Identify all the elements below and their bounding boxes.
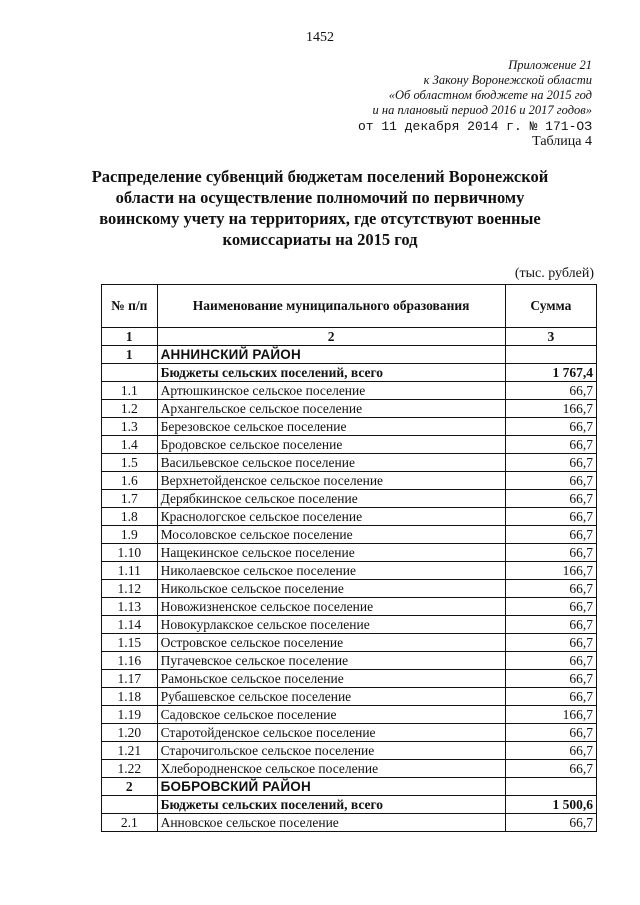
settlement-name: Верхнетойденское сельское поселение	[157, 472, 505, 490]
row-number: 1.7	[102, 490, 158, 508]
row-number: 1.2	[102, 400, 158, 418]
row-sum: 66,7	[505, 508, 596, 526]
settlement-name: Старотойденское сельское поселение	[157, 724, 505, 742]
header-name: Наименование муниципального образования	[157, 285, 505, 328]
row-number: 1.8	[102, 508, 158, 526]
row-number: 2.1	[102, 814, 158, 832]
settlement-name: Бродовское сельское поселение	[157, 436, 505, 454]
header-sum: Сумма	[505, 285, 596, 328]
units-label: (тыс. рублей)	[514, 266, 594, 281]
row-sum: 66,7	[505, 634, 596, 652]
document-title: Распределение субвенций бюджетам поселений Воронежской области на осуществление полномочий по первичному воинскому учету на территориях, где отсутствуют военные комиссариаты на 2015 год	[91, 167, 549, 249]
settlement-name: Хлебородненское сельское поселение	[157, 760, 505, 778]
row-sum: 66,7	[505, 472, 596, 490]
table-row	[102, 418, 597, 436]
row-number: 1.5	[102, 454, 158, 472]
table-row	[102, 742, 597, 760]
row-number: 1.3	[102, 418, 158, 436]
row-sum: 66,7	[505, 454, 596, 472]
table-body	[102, 328, 597, 832]
empty-cell	[102, 364, 158, 382]
subsidy-table	[101, 284, 597, 832]
table-row	[102, 616, 597, 634]
table-row	[102, 688, 597, 706]
settlement-name: Нащекинское сельское поселение	[157, 544, 505, 562]
appendix-line: «Об областном бюджете на 2015 год	[388, 88, 592, 102]
row-sum: 66,7	[505, 418, 596, 436]
appendix-line: к Закону Воронежской области	[423, 73, 592, 87]
district-name: БОБРОВСКИЙ РАЙОН	[157, 778, 505, 796]
settlement-name: Дерябкинское сельское поселение	[157, 490, 505, 508]
total-sum: 1 767,4	[505, 364, 596, 382]
row-number: 1.22	[102, 760, 158, 778]
row-number: 1.14	[102, 616, 158, 634]
table-row	[102, 814, 597, 832]
settlement-name: Новокурлакское сельское поселение	[157, 616, 505, 634]
table-row	[102, 400, 597, 418]
settlement-name: Николаевское сельское поселение	[157, 562, 505, 580]
row-number: 1.21	[102, 742, 158, 760]
table-header-row	[102, 285, 597, 328]
appendix-line: Приложение 21	[508, 58, 592, 72]
row-sum: 66,7	[505, 688, 596, 706]
row-sum: 66,7	[505, 814, 596, 832]
row-number: 1.10	[102, 544, 158, 562]
table-row	[102, 706, 597, 724]
settlement-name: Новожизненское сельское поселение	[157, 598, 505, 616]
settlement-name: Васильевское сельское поселение	[157, 454, 505, 472]
table-label: Таблица 4	[532, 134, 592, 149]
settlement-name: Березовское сельское поселение	[157, 418, 505, 436]
table-row	[102, 526, 597, 544]
table-row	[102, 652, 597, 670]
district-number: 1	[102, 346, 158, 364]
row-number: 1.15	[102, 634, 158, 652]
row-sum: 66,7	[505, 598, 596, 616]
law-date-line: от 11 декабря 2014 г. № 171-ОЗ	[357, 119, 592, 134]
table-row	[102, 454, 597, 472]
settlement-name: Архангельское сельское поселение	[157, 400, 505, 418]
settlement-name: Никольское сельское поселение	[157, 580, 505, 598]
settlement-name: Анновское сельское поселение	[157, 814, 505, 832]
settlement-name: Островское сельское поселение	[157, 634, 505, 652]
row-sum: 166,7	[505, 706, 596, 724]
row-sum: 66,7	[505, 490, 596, 508]
row-number: 1.4	[102, 436, 158, 454]
row-sum: 166,7	[505, 562, 596, 580]
table-row	[102, 634, 597, 652]
row-sum: 66,7	[505, 436, 596, 454]
row-number: 1.18	[102, 688, 158, 706]
total-label: Бюджеты сельских поселений, всего	[157, 796, 505, 814]
district-number: 2	[102, 778, 158, 796]
column-index-row	[102, 328, 597, 346]
district-name: АННИНСКИЙ РАЙОН	[157, 346, 505, 364]
district-row	[102, 778, 597, 796]
table-row	[102, 580, 597, 598]
row-sum: 66,7	[505, 670, 596, 688]
empty-cell	[102, 796, 158, 814]
table-row	[102, 760, 597, 778]
table-row	[102, 472, 597, 490]
table-row	[102, 508, 597, 526]
row-sum: 66,7	[505, 580, 596, 598]
row-sum: 66,7	[505, 544, 596, 562]
row-number: 1.12	[102, 580, 158, 598]
empty-cell	[505, 778, 596, 796]
table-row	[102, 670, 597, 688]
row-sum: 66,7	[505, 742, 596, 760]
table-row	[102, 382, 597, 400]
settlement-name: Рамоньское сельское поселение	[157, 670, 505, 688]
column-index: 1	[102, 328, 158, 346]
total-sum: 1 500,6	[505, 796, 596, 814]
total-label: Бюджеты сельских поселений, всего	[157, 364, 505, 382]
settlement-name: Садовское сельское поселение	[157, 706, 505, 724]
row-sum: 66,7	[505, 526, 596, 544]
district-row	[102, 346, 597, 364]
row-sum: 66,7	[505, 616, 596, 634]
table-row	[102, 598, 597, 616]
district-total-row	[102, 796, 597, 814]
page-number: 1452	[306, 30, 334, 45]
settlement-name: Краснологское сельское поселение	[157, 508, 505, 526]
row-sum: 66,7	[505, 760, 596, 778]
column-index: 2	[157, 328, 505, 346]
row-number: 1.19	[102, 706, 158, 724]
table-row	[102, 490, 597, 508]
row-number: 1.1	[102, 382, 158, 400]
district-total-row	[102, 364, 597, 382]
row-sum: 66,7	[505, 724, 596, 742]
settlement-name: Старочигольское сельское поселение	[157, 742, 505, 760]
table-row	[102, 724, 597, 742]
column-index: 3	[505, 328, 596, 346]
settlement-name: Артюшкинское сельское поселение	[157, 382, 505, 400]
row-number: 1.9	[102, 526, 158, 544]
empty-cell	[505, 346, 596, 364]
row-number: 1.17	[102, 670, 158, 688]
table-row	[102, 544, 597, 562]
table-row	[102, 436, 597, 454]
row-sum: 66,7	[505, 652, 596, 670]
table-row	[102, 562, 597, 580]
row-number: 1.16	[102, 652, 158, 670]
row-number: 1.11	[102, 562, 158, 580]
header-num: № п/п	[102, 285, 158, 328]
settlement-name: Пугачевское сельское поселение	[157, 652, 505, 670]
appendix-line: и на плановый период 2016 и 2017 годов»	[372, 103, 592, 117]
settlement-name: Рубашевское сельское поселение	[157, 688, 505, 706]
row-sum: 66,7	[505, 382, 596, 400]
settlement-name: Мосоловское сельское поселение	[157, 526, 505, 544]
row-number: 1.6	[102, 472, 158, 490]
row-sum: 166,7	[505, 400, 596, 418]
row-number: 1.13	[102, 598, 158, 616]
row-number: 1.20	[102, 724, 158, 742]
appendix-block	[358, 58, 592, 136]
